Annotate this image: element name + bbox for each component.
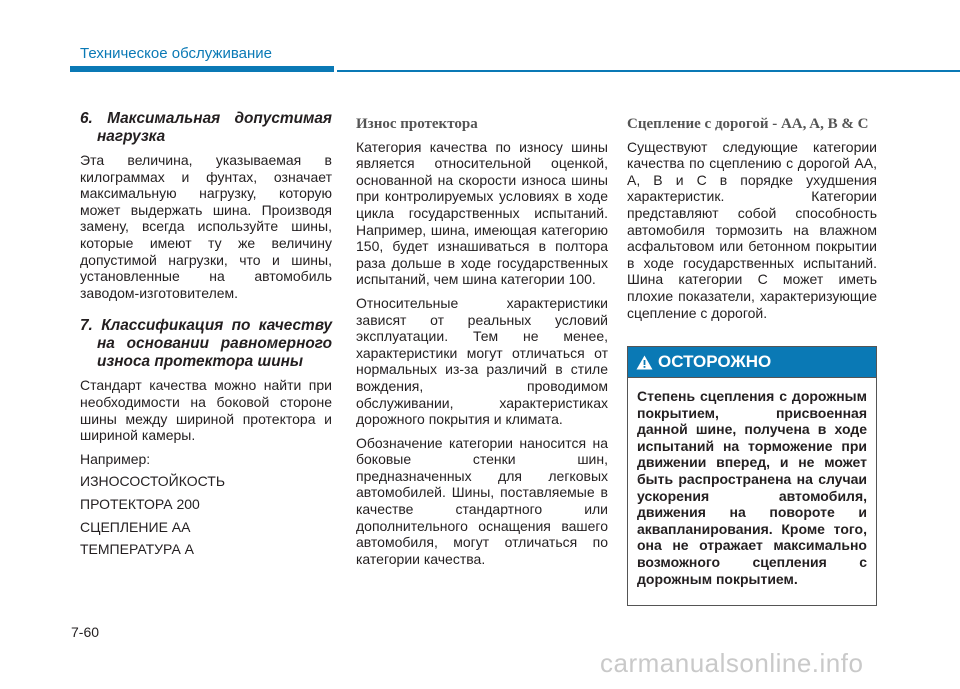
warning-triangle-icon — [636, 355, 653, 370]
column-1 — [80, 110, 332, 564]
section-title: Техническое обслуживание — [80, 45, 272, 62]
paragraph: Относительные характеристики зависят от реальных условий эксплуатации. Тем не менее, характеристики могут отличаться от нормальных из-за различий в стиле вождения, проводимом обслуживании, характеристиках дорожного покрытия и климата. — [356, 294, 608, 428]
warning-title: ОСТОРОЖНО — [658, 352, 772, 371]
heading-traction: Сцепление с дорогой - AA, A, B & C — [627, 116, 869, 132]
paragraph-quality-standard: Стандарт качества можно найти при необходимости на боковой стороне шины между шириной протектора и шириной камеры. — [80, 377, 332, 444]
example-line: СЦЕПЛЕНИЕ AA — [80, 518, 191, 535]
heading-quality-classification: 7. Классификация по качеству на основании равномерного износа протектора шины — [80, 317, 332, 371]
header-rule — [337, 70, 960, 72]
warning-box — [627, 346, 877, 606]
header-bar — [70, 66, 334, 72]
watermark: carmanualsonline.info — [600, 648, 864, 678]
column-2 — [356, 110, 608, 574]
warning-text: Степень сцепления с дорожным покрытием, присвоенная данной шине, получена в ходе испытаний на торможение при движении вперед, и не может быть распространена на случаи ускорения автомобиля, движения на повороте и аквапланирования. Кроме того, она не отражает максимально возможного сцепления с дорожным покрытием. — [637, 388, 867, 587]
example-line: ТЕМПЕРАТУРА A — [80, 541, 195, 558]
paragraph: Категория качества по износу шины является относительной оценкой, основанной на скорости износа шины при контролируемых условиях в ходе цикла государственных испытаний. Например, шина, имеющая категорию 150, будет изнашиваться в полтора раза дольше в ходе государственных испытаний, чем шина категории 100. — [356, 138, 608, 288]
heading-max-load: 6. Максимальная допустимая нагрузка — [80, 110, 332, 145]
example-line: ПРОТЕКТОРА 200 — [80, 495, 200, 512]
heading-tread-wear: Износ протектора — [356, 116, 478, 132]
warning-header — [628, 347, 876, 378]
paragraph-traction: Существуют следующие категории качества по сцеплению с дорогой AA, A, B и C в порядке ухудшения характеристик. Категории представляют собой способность автомобиля тормозить на влажном асфальтовом или бетонном покрытии в ходе государственных испытаний. Шина категории C может иметь плохие показатели, характеризующие сцепление с дорогой. — [627, 138, 877, 321]
example-label: Например: — [80, 450, 151, 467]
paragraph-max-load: Эта величина, указываемая в килограммах и фунтах, означает максимальную нагрузку, которую может выдержать шина. Производя замену, всегда используйте шины, которые имеют ту же величину допустимой нагрузки, что и шины, установленные на автомобиль заводом-изготовителем. — [80, 152, 332, 301]
column-3 — [627, 110, 877, 328]
example-line: ИЗНОСОСТОЙКОСТЬ — [80, 473, 226, 490]
page-number: 7-60 — [71, 624, 100, 640]
paragraph: Обозначение категории наносится на боковые стенки шин, предназначенных для легковых автомобилей. Шины, поставляемые в качестве стандартного или дополнительного оснащения вашего автомобиля, могут отличаться по категории качества. — [356, 434, 608, 567]
